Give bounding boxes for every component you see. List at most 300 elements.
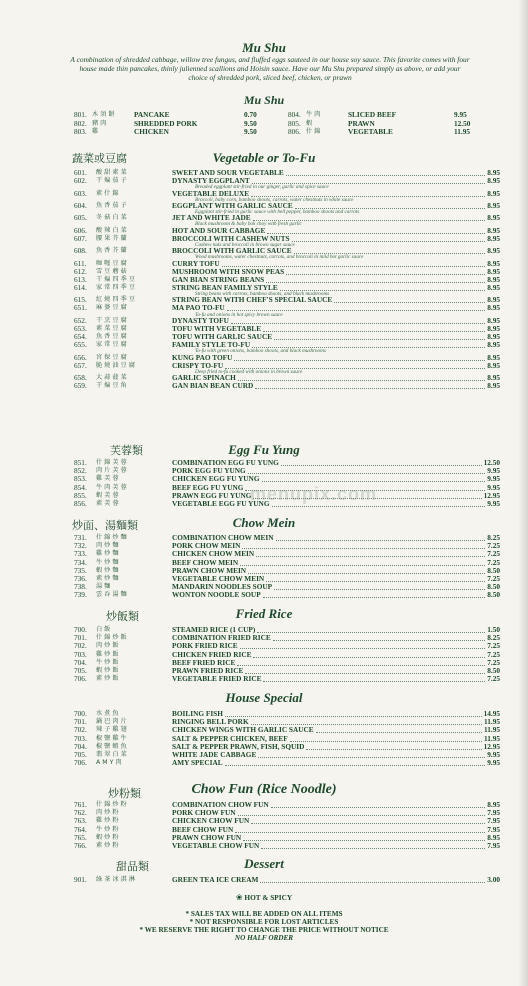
dot-leader [276,534,485,541]
item-price: 7.95 [487,808,500,818]
item-price: 8.95 [487,800,500,809]
item-price: 14.95 [483,709,500,718]
watermark: menupix.com [250,484,378,504]
item-chinese-name: 雲吞湯麵 [96,591,129,599]
item-price: 7.25 [487,574,500,583]
dot-leader [263,591,485,598]
dot-leader [251,190,485,197]
item-name: CHICKEN FRIED RICE [172,649,252,659]
item-number: 735. [74,565,87,575]
item-name: BEEF CHOW MEIN [172,557,239,567]
item-number: 657. [74,360,87,370]
item-description: To-fu and onions in hot spicy brown sauce [195,311,283,318]
item-name: BEEF EGG FU YUNG [172,482,244,492]
item-chinese-name: 大蒜菠菜 [96,374,129,381]
item-price: 8.95 [487,315,500,325]
item-chinese-name: 什錦炒粉 [96,801,129,808]
item-number: 607. [74,233,87,243]
dot-leader [274,333,485,340]
item-chinese-name: 翡翠白菜 [96,751,129,758]
dot-leader [245,667,485,674]
item-number: 739. [74,590,87,600]
item-chinese-name: 宮保豆腐 [96,353,129,361]
chow-fun-title: Chow Fun (Rice Noodle) [191,782,337,797]
item-description: Deep fried to-fu cooked with onions in brown sauce [195,368,303,375]
footer-line-2: * NOT RESPONSIBLE FOR LOST ARTICLES [189,918,339,926]
item-name: BROCCOLI WITH GARLIC SAUCE [172,246,292,256]
item-name: FAMILY STYLE TO-FU [172,340,251,350]
item-price: 8.95 [487,213,500,223]
item-number: 732. [74,541,87,551]
item-chinese-name: 素炒飯 [96,675,121,683]
item-number: 736. [74,574,87,583]
item-price: 9.95 [487,758,500,768]
item-price: 9.50 [244,118,257,128]
dot-leader [290,735,482,742]
item-price: 9.95 [487,482,500,492]
item-name: BROCCOLI WITH CASHEW NUTS [172,233,290,243]
item-name: PRAWN CHOW FUN [172,832,242,842]
dot-leader [242,542,485,549]
item-name: VEGETABLE CHOW MEIN [172,574,265,583]
item-price: 9.50 [244,127,257,137]
item-number: 805. [288,118,301,128]
item-chinese-name: 什錦炒麵 [96,534,129,541]
item-price: 7.25 [487,641,500,651]
item-price: 8.95 [487,332,500,341]
item-name: PORK CHOW MEIN [172,541,241,551]
item-number: 601. [74,168,87,177]
hot-spicy-legend [0,893,528,902]
dot-leader [286,169,485,176]
item-name: CHICKEN EGG FU YUNG [172,474,260,484]
item-chinese-name: 什錦炒飯 [96,634,129,642]
dot-leader [281,459,482,466]
dot-leader [258,751,485,758]
item-name: VEGETABLE DELUXE [172,188,250,198]
dot-leader [248,467,485,474]
item-name: PORK FRIED RICE [172,641,238,651]
chow-mein-title: Chow Mein [232,515,296,530]
item-name: GARLIC SPINACH [172,373,236,382]
item-number: 806. [288,127,301,137]
vegetable-title: Vegetable or To-Fu [212,150,316,165]
item-price: 8.95 [487,188,500,198]
menu-item [0,842,528,850]
item-chinese-name: 蝦芙蓉 [96,491,121,499]
item-name: CHICKEN CHOW MEIN [172,549,255,559]
dot-leader [237,659,485,666]
item-price: 8.95 [487,200,500,210]
item-chinese-name: 家常四季豆 [96,283,137,291]
chow-mein-cn-title: 炒面、湯麵類 [72,519,138,532]
item-number: 704. [74,657,87,667]
item-number: 734. [74,557,87,567]
vegetable-cn-title: 蔬菜或豆腐 [72,152,127,165]
item-number: 761. [74,800,87,809]
mu-shu-title: Mu Shu [242,40,286,55]
item-price: 12.95 [483,741,500,751]
dot-leader [225,362,485,369]
fried-rice-cn-title: 炒飯類 [106,610,139,623]
dot-leader [263,325,485,332]
item-name: PORK EGG FU YUNG [172,466,246,476]
dot-leader [334,296,485,303]
dot-leader [253,651,485,658]
item-number: 803. [74,127,87,137]
item-price: 8.95 [487,373,500,382]
item-chinese-name: 酸甜素菜 [96,169,129,176]
item-chinese-name: 牛肉芙蓉 [96,483,129,491]
item-description: Broccoli, baby corn, bamboo shoots, carrots, water chestnuts in white sauce [195,196,354,203]
item-number: 605. [74,213,87,223]
item-name: MUSHROOM WITH SNOW PEAS [172,266,285,276]
dot-leader [263,675,485,682]
dot-leader [248,567,485,574]
item-name: EGGPLANT WITH GARLIC SAUCE [172,200,293,210]
item-name: GAN BIAN STRING BEANS [172,274,265,284]
dot-leader [257,626,485,633]
dot-leader [238,374,485,381]
item-name: COMBINATION FRIED RICE [172,633,271,643]
item-name: WONTON NOODLE SOUP [172,590,261,600]
item-price: 9.95 [487,750,500,759]
item-name: SALT & PEPPER PRAWN, FISH, SQUID [172,741,305,751]
mu-shu-item [288,111,498,119]
item-name: KUNG PAO TOFU [172,352,233,362]
dot-leader [267,227,485,234]
item-number: 766. [74,841,87,850]
item-price: 7.25 [487,649,500,659]
item-price: 11.95 [454,127,471,137]
item-number: 615. [74,295,87,305]
item-chinese-name: 綠茶冰淇淋 [96,876,137,883]
item-chinese-name: 干煸豆角 [96,382,129,390]
item-price: 8.50 [487,590,500,600]
item-chinese-name: 雞炒飯 [96,650,121,658]
egg-fu-yung-cn-title: 芙蓉類 [110,444,143,457]
item-number: 703. [74,649,87,659]
item-number: 731. [74,533,87,542]
item-chinese-name: 水煮魚 [96,710,121,717]
item-name: VEGETABLE EGG FU YUNG [172,499,270,508]
item-name: PORK CHOW FUN [172,808,236,818]
mu-shu-description: A combination of shredded cabbage, willow tree fungus, and fluffed eggs sauteed in our house soy sauce. This favorite comes with four house made thin pancakes, thinly julienned scallions and Hoisin sauce. Have our Mu Shu prepared simply as above, or add your choice of shredded pork, sliced beef, chicken, or prawn [70,55,470,82]
item-number: 700. [74,625,87,634]
item-number: 606. [74,225,87,235]
item-chinese-name: 干煸茄子 [96,177,129,185]
item-number: 603. [74,188,87,198]
dot-leader [235,826,485,833]
item-price: 8.50 [487,565,500,575]
item-number: 856. [74,499,87,508]
item-number: 612. [74,266,87,276]
item-description: String beans with carrots, bamboo shoots, and black mushrooms [195,291,330,297]
dot-leader [231,317,485,324]
menu-item [0,591,528,599]
item-number: 801. [74,110,87,119]
item-price: 8.25 [487,633,500,643]
item-chinese-name: 魚香茄子 [96,201,129,209]
item-chinese-name: 什錦芙蓉 [96,459,129,466]
item-price: 9.95 [487,499,500,508]
item-price: 7.95 [487,816,500,826]
item-number: 765. [74,832,87,842]
item-price: 8.95 [487,266,500,276]
item-chinese-name: 腰果芥蘭 [96,234,129,242]
item-number: 855. [74,490,87,500]
item-chinese-name: 蝦炒麵 [96,566,121,574]
item-chinese-name: 牛炒粉 [96,825,121,833]
item-chinese-name: 紅燒四季豆 [96,296,137,304]
item-name: PANCAKE [134,110,170,119]
item-name: BEEF CHOW FUN [172,824,234,834]
item-name: AMY SPECIAL [172,758,223,768]
item-price: 9.95 [454,110,467,119]
item-chinese-name: 脆燒油豆腐 [96,361,137,369]
item-name: TOFU WITH GARLIC SAUCE [172,332,273,341]
item-chinese-name: 雞炒粉 [96,817,121,825]
item-name: STRING BEAN FAMILY STYLE [172,282,278,292]
dot-leader [294,247,485,254]
item-number: 602. [74,176,87,186]
egg-fu-yung-title: Egg Fu Yung [228,442,300,457]
item-number: 706. [74,674,87,684]
item-number: 608. [74,246,87,256]
item-number: 705. [74,666,87,675]
item-name: VEGETABLE [348,127,393,137]
item-number: 656. [74,352,87,362]
item-price: 8.95 [487,295,500,305]
item-price: 12.50 [454,118,471,128]
item-price: 8.95 [487,282,500,292]
item-price: 1.50 [487,625,500,634]
item-price: 8.95 [487,233,500,243]
item-number: 653. [74,323,87,333]
item-number: 658. [74,373,87,382]
item-chinese-name: 干烹豆腐 [96,316,129,324]
dot-leader [266,276,485,283]
pepper-icon: ❀ [235,893,243,902]
item-chinese-name: 雞炒麵 [96,550,121,558]
item-name: COMBINATION EGG FU YUNG [172,458,279,467]
item-chinese-name: 什錦 [306,128,323,136]
item-price: 8.95 [487,381,500,391]
dot-leader [234,354,485,361]
item-description: Breaded eggplant stir-fried in our ginger, garlic and spice sauce [195,184,329,191]
item-chinese-name: 肉炒飯 [96,642,121,650]
item-chinese-name: 素炒麵 [96,575,121,582]
item-name: WHITE JADE CABBAGE [172,750,257,759]
mu-shu-item [74,111,284,119]
item-name: CRISPY TO-FU [172,360,224,370]
item-chinese-name: 素芙蓉 [96,500,121,507]
item-description: Wood mushrooms, water chestnuts, carrots, and broccoli in mild hot garlic sauce [195,254,364,261]
item-name: SLICED BEEF [348,110,397,119]
dot-leader [280,284,485,291]
mu-shu-subtitle: Mu Shu [243,93,285,107]
item-chinese-name: 酸辣白菜 [96,226,129,234]
item-name: MA PAO TO-FU [172,303,225,313]
item-number: 764. [74,824,87,834]
item-price: 8.95 [487,303,500,313]
item-chinese-name: 肉片芙蓉 [96,467,129,475]
item-number: 706. [74,758,87,768]
item-number: 701. [74,633,87,643]
item-chinese-name: 肉炒麵 [96,542,121,550]
item-chinese-name: 蝦炒飯 [96,667,121,674]
item-chinese-name: 素菜豆腐 [96,324,129,332]
hot-spicy-label: HOT & SPICY [244,893,293,902]
item-name: CHICKEN WINGS WITH GARLIC SAUCE [172,725,314,735]
item-chinese-name: 椒鹽蝦魚 [96,742,129,750]
item-number: 704. [74,741,87,751]
item-number: 654. [74,332,87,341]
item-price: 9.95 [487,474,500,484]
item-chinese-name: 家常豆腐 [96,341,129,349]
item-name: STEAMED RICE (1 CUP) [172,625,256,634]
item-name: MANDARIN NOODLES SOUP [172,582,273,592]
item-price: 8.95 [487,168,500,177]
item-price: 8.95 [487,225,500,235]
house-special-title: House Special [225,690,303,705]
dot-leader [240,642,485,649]
footer-line-4: NO HALF ORDER [234,934,294,942]
item-name: DYNASTY EGGPLANT [172,176,250,186]
footer-line-3: * WE RESERVE THE RIGHT TO CHANGE THE PRICE WITHOUT NOTICE [139,926,389,934]
dot-leader [222,260,485,267]
dot-leader [260,876,485,883]
item-name: COMBINATION CHOW FUN [172,800,269,809]
item-price: 12.50 [483,458,500,467]
dot-leader [295,202,485,209]
item-description: Black mushroom & baby bok choy with fresh garlic [195,221,302,228]
item-price: 8.95 [487,274,500,284]
dessert-cn-title: 甜品類 [116,860,149,873]
dot-leader [255,382,485,389]
item-name: CHICKEN CHOW FUN [172,816,250,826]
item-chinese-name: 牛炒飯 [96,658,121,666]
item-chinese-name: 牛肉 [306,111,323,118]
item-number: 733. [74,549,87,559]
item-number: 655. [74,340,87,350]
item-chinese-name: 鍋巴肉片 [96,718,129,726]
item-chinese-name: 蝦 [306,119,315,127]
item-number: 702. [74,641,87,651]
dot-leader [240,559,485,566]
item-chinese-name: 雞 [92,128,101,136]
item-number: 614. [74,282,87,292]
item-price: 7.25 [487,549,500,559]
item-price: 7.25 [487,557,500,567]
dot-leader [316,726,482,733]
dot-leader [238,809,485,816]
item-name: DYNASTY TOFU [172,315,229,325]
item-name: RINGING BELL PORK [172,717,249,727]
item-chinese-name: 白飯 [96,626,113,633]
item-price: 12.95 [483,490,500,500]
item-chinese-name: 豬肉 [92,119,109,127]
item-number: 901. [74,875,87,884]
item-price: 3.00 [487,875,500,884]
item-number: 802. [74,118,87,128]
item-number: 651. [74,303,87,313]
dot-leader [225,759,485,766]
item-price: 0.70 [244,110,257,119]
fried-rice-title: Fried Rice [235,606,293,621]
chow-fun-cn-title: 炒粉類 [108,787,141,800]
item-chinese-name: 咖喱豆腐 [96,259,129,267]
item-number: 853. [74,474,87,484]
dot-leader [262,475,485,482]
dot-leader [227,304,485,311]
item-name: COMBINATION CHOW MEIN [172,533,274,542]
item-name: GREEN TEA ICE CREAM [172,875,259,884]
item-number: 604. [74,200,87,210]
item-name: TOFU WITH VEGETABLE [172,323,262,333]
item-number: 852. [74,466,87,476]
item-chinese-name: 木須餅 [92,111,117,118]
dot-leader [225,710,482,717]
item-name: CURRY TOFU [172,258,220,268]
item-number: 854. [74,482,87,492]
dot-leader [256,550,485,557]
item-number: 804. [288,110,301,119]
item-name: CHICKEN [134,127,169,137]
item-number: 701. [74,717,87,727]
item-number: 705. [74,750,87,759]
item-chinese-name: 魚香豆腐 [96,333,129,340]
item-number: 703. [74,733,87,743]
item-chinese-name: 肉炒粉 [96,809,121,817]
item-number: 613. [74,274,87,284]
item-name: SHREDDED PORK [134,118,198,128]
dessert-title: Dessert [244,856,284,871]
item-description: Cashew nuts and broccoli in brown sugar sauce [195,241,295,248]
item-chinese-name: 雪豆蘑菇 [96,267,129,275]
item-number: 611. [74,258,87,268]
dot-leader [273,634,485,641]
item-price: 8.95 [487,258,500,268]
item-price: 7.25 [487,541,500,551]
item-number: 738. [74,582,87,592]
dot-leader [261,842,485,849]
dot-leader [292,235,485,242]
item-name: HOT AND SOUR CABBAGE [172,225,266,235]
item-number: 851. [74,458,87,467]
dot-leader [286,268,485,275]
dot-leader [266,575,485,582]
item-name: GAN BIAN BEAN CURD [172,381,254,391]
menu-item [0,759,528,767]
menu-item [0,675,528,683]
item-price: 8.50 [487,666,500,675]
item-chinese-name: 麻婆豆腐 [96,304,129,312]
dot-leader [274,583,485,590]
item-name: BOILING FISH [172,709,223,718]
item-name: SWEET AND SOUR VEGETABLE [172,168,284,177]
item-price: 7.95 [487,824,500,834]
item-description: Eggplant stir-fried in garlic sauce with bell pepper, bamboo shoots and carrots [195,209,360,215]
dot-leader [243,834,485,841]
item-name: PRAWN [348,118,375,128]
item-chinese-name: 椒鹽雞牛 [96,734,129,742]
item-chinese-name: 冬菇白菜 [96,214,129,222]
item-number: 659. [74,381,87,391]
item-number: 652. [74,315,87,325]
item-chinese-name: 辣子雞翅 [96,726,129,734]
item-price: 8.95 [487,246,500,256]
